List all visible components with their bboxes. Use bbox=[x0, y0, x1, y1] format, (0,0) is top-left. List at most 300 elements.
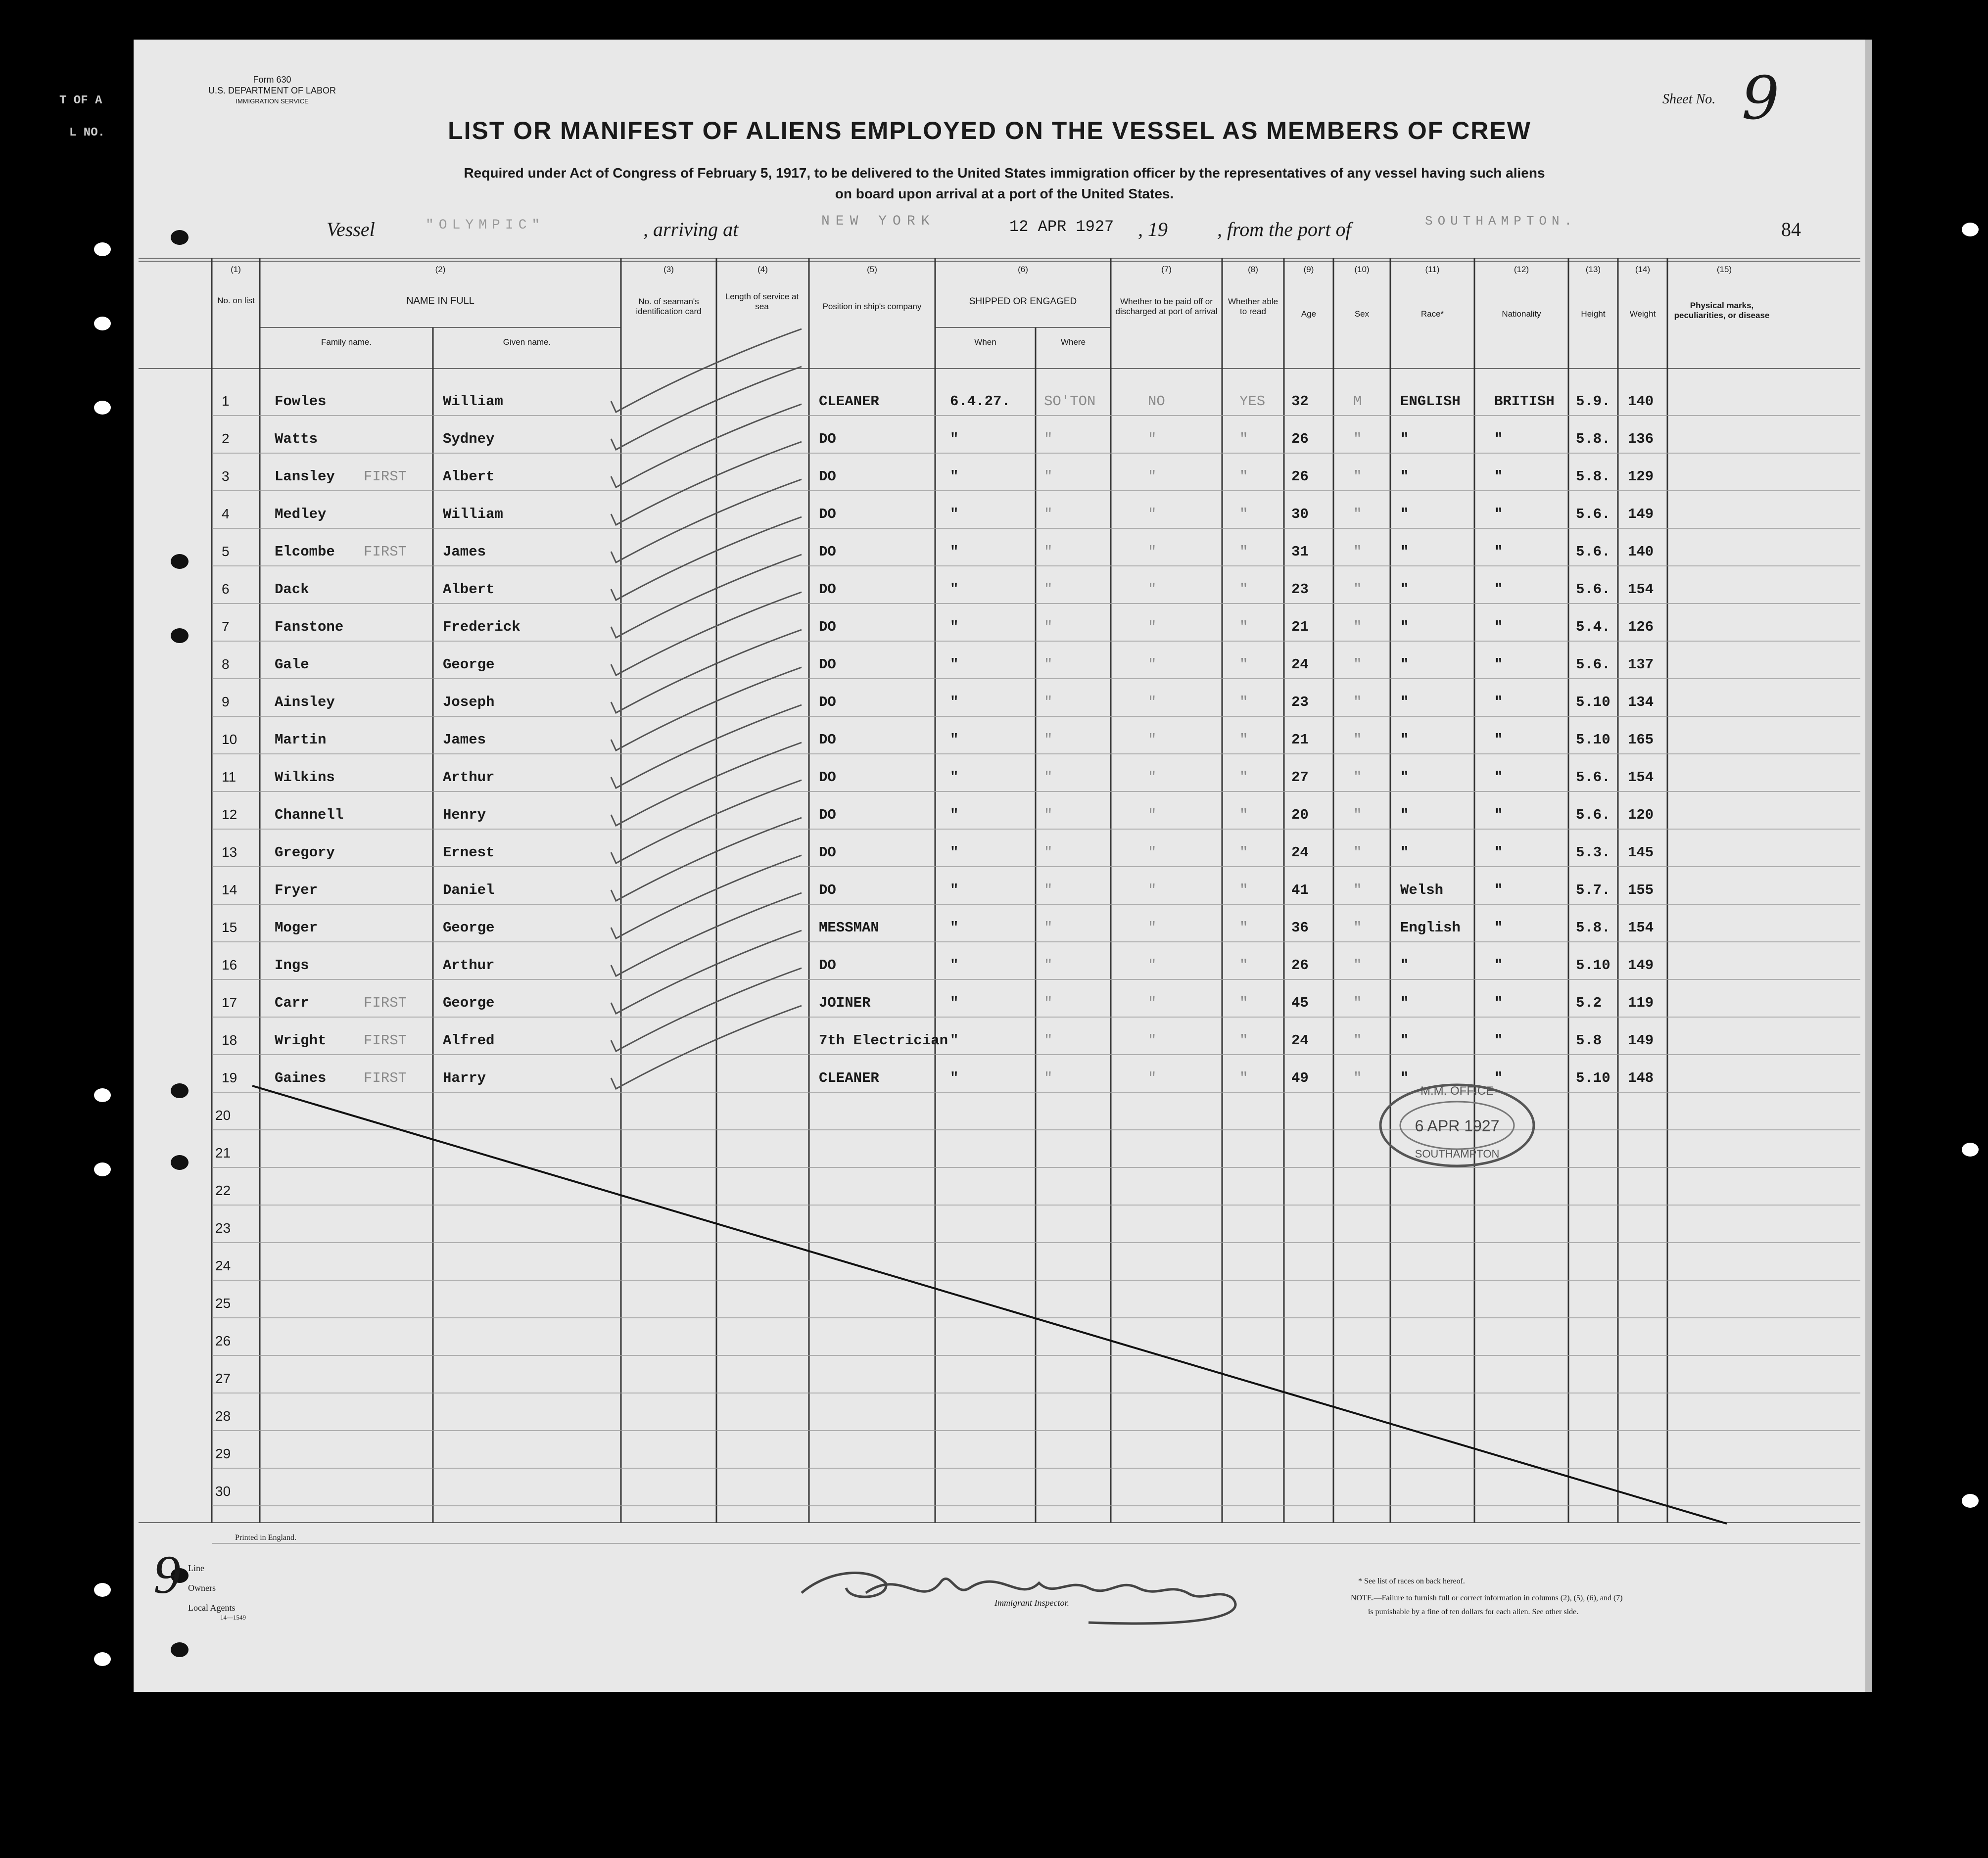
row-position: DO bbox=[819, 431, 836, 447]
row-shipped-where: " bbox=[1044, 1070, 1053, 1086]
row-race: " bbox=[1400, 544, 1409, 560]
row-weight: 149 bbox=[1628, 957, 1654, 974]
row-shipped-when: " bbox=[950, 468, 959, 485]
row-weight: 129 bbox=[1628, 468, 1654, 485]
header-age: Age bbox=[1301, 309, 1317, 319]
row-row-number: 3 bbox=[222, 468, 230, 484]
row-age: 49 bbox=[1291, 1070, 1309, 1086]
row-nationality: " bbox=[1494, 957, 1503, 974]
row-position: DO bbox=[819, 769, 836, 786]
row-row-number: 8 bbox=[222, 656, 230, 672]
row-shipped-when: " bbox=[950, 506, 959, 522]
row-row-number: 15 bbox=[222, 920, 237, 935]
header-given-name: Given name. bbox=[503, 337, 551, 347]
row-shipped-when: " bbox=[950, 581, 959, 598]
row-shipped-when: " bbox=[950, 920, 959, 936]
row-position: DO bbox=[819, 882, 836, 898]
row-height: 5.10 bbox=[1576, 694, 1610, 710]
header-race: Race* bbox=[1420, 309, 1444, 319]
row-shipped-where: " bbox=[1044, 920, 1053, 936]
row-height: 5.8 bbox=[1576, 1032, 1602, 1049]
row-shipped-when: " bbox=[950, 544, 959, 560]
arrival-date: 12 APR 1927 bbox=[1009, 218, 1114, 236]
row-race: " bbox=[1400, 995, 1409, 1011]
row-position: CLEANER bbox=[819, 1070, 879, 1086]
row-nationality: " bbox=[1494, 995, 1503, 1011]
check-mark bbox=[611, 893, 802, 976]
row-weight: 137 bbox=[1628, 656, 1654, 673]
row-shipped-where: " bbox=[1044, 957, 1053, 974]
empty-row-number: 30 bbox=[215, 1484, 231, 1499]
check-mark bbox=[611, 930, 802, 1014]
vessel-label: Vessel bbox=[327, 218, 375, 240]
row-position: DO bbox=[819, 581, 836, 598]
row-paid-off: " bbox=[1148, 807, 1157, 823]
row-height: 5.6. bbox=[1576, 769, 1610, 786]
row-nationality: " bbox=[1494, 732, 1503, 748]
stamp-date: 6 APR 1927 bbox=[1415, 1117, 1500, 1135]
vessel-name: "OLYMPIC" bbox=[426, 218, 545, 233]
row-height: 5.9. bbox=[1576, 393, 1610, 410]
row-shipped-where: SO'TON bbox=[1044, 393, 1096, 410]
row-weight: 120 bbox=[1628, 807, 1654, 823]
row-shipped-when: " bbox=[950, 694, 959, 710]
row-family-name: Ainsley bbox=[275, 694, 335, 710]
row-weight: 154 bbox=[1628, 581, 1654, 598]
sheet-label: Sheet No. bbox=[1662, 92, 1716, 107]
row-age: 27 bbox=[1291, 769, 1309, 786]
header-no-on-list: No. on list bbox=[217, 296, 255, 305]
row-row-number: 7 bbox=[222, 619, 230, 634]
row-family-name: Martin bbox=[275, 732, 327, 748]
row-row-number: 1 bbox=[222, 393, 230, 409]
row-weight: 134 bbox=[1628, 694, 1654, 710]
row-able-to-read: " bbox=[1239, 882, 1248, 898]
header-sex: Sex bbox=[1354, 309, 1370, 319]
row-shipped-when: " bbox=[950, 1032, 959, 1049]
row-given-name: William bbox=[443, 393, 503, 410]
row-shipped-when: " bbox=[950, 431, 959, 447]
row-nationality: " bbox=[1494, 844, 1503, 861]
row-given-name: Daniel bbox=[443, 882, 495, 898]
row-given-name: Arthur bbox=[443, 957, 495, 974]
col-4-number: (4) bbox=[757, 265, 768, 274]
row-age: 21 bbox=[1291, 732, 1309, 748]
row-able-to-read: " bbox=[1239, 694, 1248, 710]
row-paid-off: " bbox=[1148, 468, 1157, 485]
row-paid-off: " bbox=[1148, 920, 1157, 936]
row-weight: 140 bbox=[1628, 544, 1654, 560]
row-race: " bbox=[1400, 581, 1409, 598]
header-family-name: Family name. bbox=[321, 337, 372, 347]
row-shipped-where: " bbox=[1044, 468, 1053, 485]
row-paid-off: " bbox=[1148, 995, 1157, 1011]
row-weight: 119 bbox=[1628, 995, 1654, 1011]
col-8-number: (8) bbox=[1248, 265, 1258, 274]
row-position: DO bbox=[819, 506, 836, 522]
row-position: DO bbox=[819, 957, 836, 974]
row-shipped-when: " bbox=[950, 619, 959, 635]
row-shipped-where: " bbox=[1044, 694, 1053, 710]
row-position: DO bbox=[819, 807, 836, 823]
row-nationality: " bbox=[1494, 694, 1503, 710]
row-weight: 165 bbox=[1628, 732, 1654, 748]
col-2-number: (2) bbox=[435, 265, 446, 274]
row-sex: " bbox=[1353, 920, 1362, 936]
row-given-name: Henry bbox=[443, 807, 486, 823]
row-given-name: Harry bbox=[443, 1070, 486, 1086]
stamp-bottom: SOUTHAMPTON bbox=[1415, 1148, 1500, 1160]
row-given-name: George bbox=[443, 656, 495, 673]
row-race: " bbox=[1400, 769, 1409, 786]
row-age: 23 bbox=[1291, 694, 1309, 710]
row-able-to-read: " bbox=[1239, 1070, 1248, 1086]
row-shipped-where: " bbox=[1044, 619, 1053, 635]
row-given-name: Frederick bbox=[443, 619, 521, 635]
row-height: 5.8. bbox=[1576, 468, 1610, 485]
col-12-number: (12) bbox=[1514, 265, 1529, 274]
row-able-to-read: " bbox=[1239, 769, 1248, 786]
header-seaman-card: No. of seaman's identification card bbox=[636, 297, 702, 316]
row-shipped-when: " bbox=[950, 769, 959, 786]
row-family-name: Carr bbox=[275, 995, 309, 1011]
row-family-name: Gregory bbox=[275, 844, 335, 861]
row-sex: " bbox=[1353, 732, 1362, 748]
row-race: " bbox=[1400, 656, 1409, 673]
row-paid-off: " bbox=[1148, 882, 1157, 898]
check-mark bbox=[611, 630, 802, 713]
row-given-name: Albert bbox=[443, 581, 495, 598]
row-able-to-read: " bbox=[1239, 619, 1248, 635]
col-6-number: (6) bbox=[1018, 265, 1028, 274]
col-9-number: (9) bbox=[1303, 265, 1314, 274]
row-able-to-read: " bbox=[1239, 844, 1248, 861]
check-mark bbox=[611, 367, 802, 450]
row-given-name: James bbox=[443, 544, 486, 560]
col-15-number: (15) bbox=[1716, 265, 1732, 274]
empty-row-number: 24 bbox=[215, 1258, 231, 1273]
row-given-name: Alfred bbox=[443, 1032, 495, 1049]
row-age: 20 bbox=[1291, 807, 1309, 823]
row-race: Welsh bbox=[1400, 882, 1444, 898]
page-number: 84 bbox=[1781, 218, 1801, 240]
row-shipped-where: " bbox=[1044, 506, 1053, 522]
row-height: 5.6. bbox=[1576, 656, 1610, 673]
row-height: 5.6. bbox=[1576, 807, 1610, 823]
row-nationality: " bbox=[1494, 468, 1503, 485]
row-sex: " bbox=[1353, 619, 1362, 635]
row-first-voyage-note: FIRST bbox=[364, 468, 407, 485]
check-mark bbox=[611, 667, 802, 750]
row-first-voyage-note: FIRST bbox=[364, 544, 407, 560]
row-shipped-when: " bbox=[950, 995, 959, 1011]
row-paid-off: " bbox=[1148, 544, 1157, 560]
row-position: DO bbox=[819, 656, 836, 673]
row-first-voyage-note: FIRST bbox=[364, 995, 407, 1011]
row-age: 36 bbox=[1291, 920, 1309, 936]
col-7-number: (7) bbox=[1161, 265, 1172, 274]
row-age: 24 bbox=[1291, 656, 1309, 673]
row-paid-off: " bbox=[1148, 769, 1157, 786]
row-height: 5.10 bbox=[1576, 732, 1610, 748]
edge-fragment-1: T OF A bbox=[59, 94, 102, 107]
row-family-name: Wilkins bbox=[275, 769, 335, 786]
row-nationality: " bbox=[1494, 619, 1503, 635]
row-nationality: " bbox=[1494, 769, 1503, 786]
check-mark bbox=[611, 855, 802, 938]
page-title: LIST OR MANIFEST OF ALIENS EMPLOYED ON THE VESSEL AS MEMBERS OF CREW bbox=[448, 117, 1531, 144]
header-able-read: Whether able to read bbox=[1228, 297, 1278, 316]
year-label: , 19 bbox=[1138, 218, 1168, 240]
row-age: 21 bbox=[1291, 619, 1309, 635]
row-given-name: James bbox=[443, 732, 486, 748]
row-position: DO bbox=[819, 732, 836, 748]
arriving-port: NEW YORK bbox=[821, 214, 936, 229]
row-paid-off: " bbox=[1148, 656, 1157, 673]
row-position: DO bbox=[819, 694, 836, 710]
row-able-to-read: " bbox=[1239, 506, 1248, 522]
row-age: 26 bbox=[1291, 957, 1309, 974]
row-row-number: 19 bbox=[222, 1070, 237, 1085]
empty-row-number: 29 bbox=[215, 1446, 231, 1461]
row-sex: " bbox=[1353, 431, 1362, 447]
row-weight: 154 bbox=[1628, 769, 1654, 786]
row-weight: 126 bbox=[1628, 619, 1654, 635]
row-given-name: George bbox=[443, 995, 495, 1011]
row-race: " bbox=[1400, 957, 1409, 974]
row-first-voyage-note: FIRST bbox=[364, 1070, 407, 1086]
row-nationality: BRITISH bbox=[1494, 393, 1555, 410]
col-14-number: (14) bbox=[1635, 265, 1651, 274]
row-row-number: 14 bbox=[222, 882, 237, 897]
col-13-number: (13) bbox=[1585, 265, 1601, 274]
check-mark bbox=[611, 479, 802, 562]
row-able-to-read: YES bbox=[1239, 393, 1266, 410]
row-paid-off: " bbox=[1148, 506, 1157, 522]
row-family-name: Wright bbox=[275, 1032, 327, 1049]
row-race: " bbox=[1400, 431, 1409, 447]
stamp-top: M.M. OFFICE bbox=[1420, 1084, 1494, 1098]
row-row-number: 10 bbox=[222, 732, 237, 747]
row-sex: M bbox=[1353, 393, 1362, 410]
row-sex: " bbox=[1353, 656, 1362, 673]
row-family-name: Moger bbox=[275, 920, 318, 936]
row-row-number: 5 bbox=[222, 544, 230, 559]
header-height: Height bbox=[1581, 309, 1606, 319]
col-10-number: (10) bbox=[1354, 265, 1370, 274]
row-height: 5.3. bbox=[1576, 844, 1610, 861]
row-race: " bbox=[1400, 694, 1409, 710]
row-family-name: Watts bbox=[275, 431, 318, 447]
col-11-number: (11) bbox=[1425, 265, 1440, 274]
check-mark bbox=[611, 780, 802, 863]
row-shipped-where: " bbox=[1044, 995, 1053, 1011]
row-nationality: " bbox=[1494, 882, 1503, 898]
row-shipped-where: " bbox=[1044, 807, 1053, 823]
row-shipped-where: " bbox=[1044, 581, 1053, 598]
penalty-note-2: is punishable by a fine of ten dollars for each alien. See other side. bbox=[1368, 1608, 1579, 1616]
row-age: 26 bbox=[1291, 431, 1309, 447]
empty-row-number: 25 bbox=[215, 1296, 231, 1311]
header-physical-marks: Physical marks, peculiarities, or disease bbox=[1674, 301, 1770, 320]
row-position: CLEANER bbox=[819, 393, 879, 410]
row-given-name: Joseph bbox=[443, 694, 495, 710]
row-sex: " bbox=[1353, 807, 1362, 823]
empty-row-number: 22 bbox=[215, 1183, 231, 1198]
from-port-label: , from the port of bbox=[1217, 218, 1351, 240]
row-able-to-read: " bbox=[1239, 1032, 1248, 1049]
line-label: Line bbox=[188, 1563, 204, 1573]
arriving-label: , arriving at bbox=[643, 218, 739, 240]
row-shipped-where: " bbox=[1044, 1032, 1053, 1049]
check-mark bbox=[611, 968, 802, 1051]
row-height: 5.6. bbox=[1576, 544, 1610, 560]
row-row-number: 18 bbox=[222, 1032, 237, 1048]
row-height: 5.7. bbox=[1576, 882, 1610, 898]
row-race: " bbox=[1400, 807, 1409, 823]
row-nationality: " bbox=[1494, 807, 1503, 823]
row-row-number: 2 bbox=[222, 431, 230, 446]
row-family-name: Ings bbox=[275, 957, 309, 974]
row-weight: 149 bbox=[1628, 506, 1654, 522]
row-sex: " bbox=[1353, 957, 1362, 974]
row-position: 7th Electrician bbox=[819, 1032, 948, 1049]
check-mark bbox=[611, 743, 802, 826]
row-paid-off: " bbox=[1148, 844, 1157, 861]
row-height: 5.8. bbox=[1576, 920, 1610, 936]
row-row-number: 11 bbox=[222, 769, 237, 785]
row-family-name: Lansley bbox=[275, 468, 335, 485]
row-position: MESSMAN bbox=[819, 920, 879, 936]
row-family-name: Dack bbox=[275, 581, 309, 598]
row-shipped-when: " bbox=[950, 732, 959, 748]
row-able-to-read: " bbox=[1239, 468, 1248, 485]
row-age: 26 bbox=[1291, 468, 1309, 485]
row-age: 24 bbox=[1291, 844, 1309, 861]
row-position: JOINER bbox=[819, 995, 871, 1011]
races-note: * See list of races on back hereof. bbox=[1358, 1577, 1465, 1585]
service: IMMIGRATION SERVICE bbox=[236, 97, 309, 105]
row-paid-off: " bbox=[1148, 694, 1157, 710]
row-family-name: Fryer bbox=[275, 882, 318, 898]
empty-row-number: 21 bbox=[215, 1145, 231, 1161]
row-nationality: " bbox=[1494, 920, 1503, 936]
row-shipped-when: " bbox=[950, 844, 959, 861]
row-given-name: William bbox=[443, 506, 503, 522]
row-shipped-where: " bbox=[1044, 882, 1053, 898]
row-nationality: " bbox=[1494, 431, 1503, 447]
row-age: 45 bbox=[1291, 995, 1309, 1011]
row-sex: " bbox=[1353, 844, 1362, 861]
header-when: When bbox=[974, 337, 996, 347]
check-mark bbox=[611, 329, 802, 412]
header-position: Position in ship's company bbox=[822, 302, 922, 311]
row-height: 5.10 bbox=[1576, 957, 1610, 974]
row-row-number: 9 bbox=[222, 694, 230, 709]
row-paid-off: " bbox=[1148, 1032, 1157, 1049]
inspector-signature bbox=[792, 1548, 1286, 1637]
row-weight: 148 bbox=[1628, 1070, 1654, 1086]
row-able-to-read: " bbox=[1239, 957, 1248, 974]
col-5-number: (5) bbox=[867, 265, 877, 274]
row-row-number: 17 bbox=[222, 995, 237, 1010]
row-given-name: Sydney bbox=[443, 431, 495, 447]
row-weight: 149 bbox=[1628, 1032, 1654, 1049]
subtitle-line-2: on board upon arrival at a port of the United States. bbox=[835, 186, 1174, 201]
row-able-to-read: " bbox=[1239, 807, 1248, 823]
header-shipped-engaged: SHIPPED OR ENGAGED bbox=[969, 296, 1077, 307]
row-sex: " bbox=[1353, 769, 1362, 786]
row-family-name: Gale bbox=[275, 656, 309, 673]
row-sex: " bbox=[1353, 1032, 1362, 1049]
row-family-name: Channell bbox=[275, 807, 344, 823]
row-race: English bbox=[1400, 920, 1461, 936]
row-family-name: Elcombe bbox=[275, 544, 335, 560]
row-first-voyage-note: FIRST bbox=[364, 1032, 407, 1049]
row-age: 41 bbox=[1291, 882, 1309, 898]
row-paid-off: " bbox=[1148, 1070, 1157, 1086]
header-length-service: Length of service at sea bbox=[725, 292, 799, 311]
row-race: ENGLISH bbox=[1400, 393, 1461, 410]
row-nationality: " bbox=[1494, 1070, 1503, 1086]
department: U.S. DEPARTMENT OF LABOR bbox=[208, 86, 336, 95]
row-paid-off: " bbox=[1148, 732, 1157, 748]
row-paid-off: " bbox=[1148, 619, 1157, 635]
row-sex: " bbox=[1353, 995, 1362, 1011]
local-agents-label: Local Agents bbox=[188, 1603, 236, 1613]
row-race: " bbox=[1400, 468, 1409, 485]
row-sex: " bbox=[1353, 694, 1362, 710]
edge-fragment-2: L NO. bbox=[69, 126, 105, 139]
row-weight: 136 bbox=[1628, 431, 1654, 447]
check-mark bbox=[611, 592, 802, 675]
check-mark bbox=[611, 1006, 802, 1089]
row-able-to-read: " bbox=[1239, 431, 1248, 447]
row-able-to-read: " bbox=[1239, 581, 1248, 598]
owners-label: Owners bbox=[188, 1583, 216, 1593]
row-shipped-when: " bbox=[950, 957, 959, 974]
row-able-to-read: " bbox=[1239, 995, 1248, 1011]
row-given-name: Arthur bbox=[443, 769, 495, 786]
row-race: " bbox=[1400, 619, 1409, 635]
row-paid-off: " bbox=[1148, 581, 1157, 598]
row-shipped-when: " bbox=[950, 882, 959, 898]
row-row-number: 6 bbox=[222, 581, 230, 597]
check-mark bbox=[611, 705, 802, 788]
row-shipped-where: " bbox=[1044, 544, 1053, 560]
row-paid-off: " bbox=[1148, 957, 1157, 974]
penalty-note-1: NOTE.—Failure to furnish full or correct information in columns (2), (5), (6), and (7) bbox=[1351, 1594, 1623, 1602]
row-height: 5.4. bbox=[1576, 619, 1610, 635]
row-height: 5.6. bbox=[1576, 581, 1610, 598]
row-weight: 154 bbox=[1628, 920, 1654, 936]
row-height: 5.8. bbox=[1576, 431, 1610, 447]
row-able-to-read: " bbox=[1239, 656, 1248, 673]
row-nationality: " bbox=[1494, 581, 1503, 598]
empty-row-number: 20 bbox=[215, 1108, 231, 1123]
header-weight: Weight bbox=[1629, 309, 1656, 319]
row-age: 24 bbox=[1291, 1032, 1309, 1049]
row-shipped-where: " bbox=[1044, 769, 1053, 786]
row-weight: 155 bbox=[1628, 882, 1654, 898]
row-shipped-where: " bbox=[1044, 732, 1053, 748]
row-race: " bbox=[1400, 506, 1409, 522]
row-sex: " bbox=[1353, 468, 1362, 485]
row-family-name: Medley bbox=[275, 506, 327, 522]
row-position: DO bbox=[819, 544, 836, 560]
header-paid-off: Whether to be paid off or discharged at port of arrival bbox=[1115, 297, 1218, 316]
row-family-name: Gaines bbox=[275, 1070, 327, 1086]
